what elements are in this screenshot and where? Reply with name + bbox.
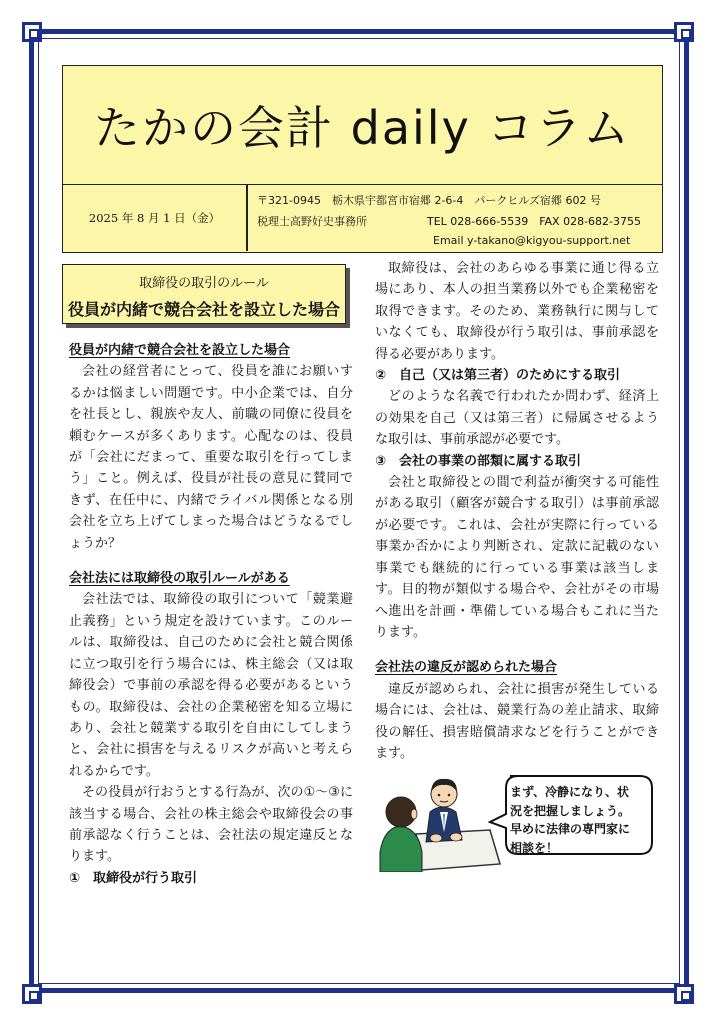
info-bar [62,185,663,253]
office-email: Email y-takano@kigyou-support.net [433,234,631,247]
bubble-line: まず、冷静になり、状 [510,785,630,799]
right-column [375,258,659,764]
section-heading: 役員が内緒で競合会社を設立した場合 [69,343,291,358]
headline-title: 役員が内緒で競合会社を設立した場合 [67,300,340,319]
paragraph: 会社法では、取締役の取引について「競業避止義務」という規定を設けています。このルールは、取締役は、自己のために会社と競合関係に立つ取引を行う場合には、株主総会（又は取締役会）で事前の承認を得る必要があるというもの。取締役は、会社の企業秘密を知る立場にあり、会社と競業する取引を自由にしてしまうと、会社に損害を与えるリスクが高いと考えられるからです。 [69,592,353,779]
spacer [375,643,659,657]
bubble-line: 況を把握しましょう。 [510,803,631,818]
paragraph: 会社と取締役との間で利益が衝突する可能性がある取引（顧客が競合する取引）は事前承認が必要です。これは、会社が実際に行っている事業か否かにより判断され、定款に記載のない事業でも継続的に行っている事業は該当します。目的物が類似する場合や、会社がその市場へ進出を計画・準備している場合もこれに当たります。 [375,475,659,640]
title-banner [62,65,663,185]
section-heading: 会社法の違反が認められた場合 [375,660,558,676]
office-name: 税理士高野好史事務所 [257,215,367,228]
office-tel-fax: TEL 028-666-5539 FAX 028-682-3755 [427,215,642,228]
page-title: たかの会計 daily コラム [94,101,631,155]
headline-box [62,264,346,324]
office-address: 〒321-0945 栃木県宇都宮市宿郷 2-6-4 パークヒルズ宿郷 602 号 [257,194,602,207]
item-heading: ② 自己（又は第三者）のためにする取引 [375,368,621,384]
paragraph: 会社の経営者にとって、役員を誰にお願いするかは悩ましい問題です。中小企業では、自分を社長とし、親族や友人、前職の同僚に役員を頼むケースが多くあります。心配なのは、役員が「会社にだまって、重要な取引を行ってしまう」こと。例えば、役員が社長の意見に賛同できず、在任中に、内緒でライバル関係となる別会社を立ち上げてしまった場合はどうなるでしょうか？ [69,364,353,551]
bubble-line: 早めに法律の専門家に [510,822,631,836]
speech-bubble [488,772,658,862]
item-heading: ① 取締役が行う取引 [69,870,198,886]
headline-subtitle: 取締役の取引のルール [139,276,269,291]
paragraph: 違反が認められ、会社に損害が発生している場合には、会社は、競業行為の差止請求、取締役の解任、損害賠償請求などを行うことができます。 [375,681,659,761]
frame-corner-ornament [674,22,694,42]
bubble-line: 相談を！ [510,840,559,855]
item-heading: ③ 会社の事業の部類に属する取引 [375,453,582,469]
info-divider [246,185,248,251]
paragraph: どのような名義で行われたか問わず、経済上の効果を自己（又は第三者）に帰属させるような取引は、事前承認が必要です。 [375,389,659,448]
left-column [69,340,353,889]
consultation-illustration [378,772,506,872]
issue-date: 2025 年 8 月 1 日（金） [88,211,221,225]
frame-corner-ornament [22,984,42,1004]
speech-bubble-text [510,783,650,857]
frame-corner-ornament [674,984,694,1004]
spacer [69,554,353,568]
section-heading: 会社法には取締役の取引ルールがある [69,571,290,587]
paragraph: その役員が行おうとする行為が、次の①～③に該当する場合、会社の株主総会や取締役会の事前承認なく行うことは、会社法の規定違反となります。 [69,785,353,865]
paragraph: 取締役は、会社のあらゆる事業に通じ得る立場にあり、本人の担当業務以外でも企業秘密を取得できます。そのため、業務執行に関与していなくても、取締役が行う取引は、事前承認を得る必要があります。 [375,261,659,362]
frame-corner-ornament [22,22,42,42]
